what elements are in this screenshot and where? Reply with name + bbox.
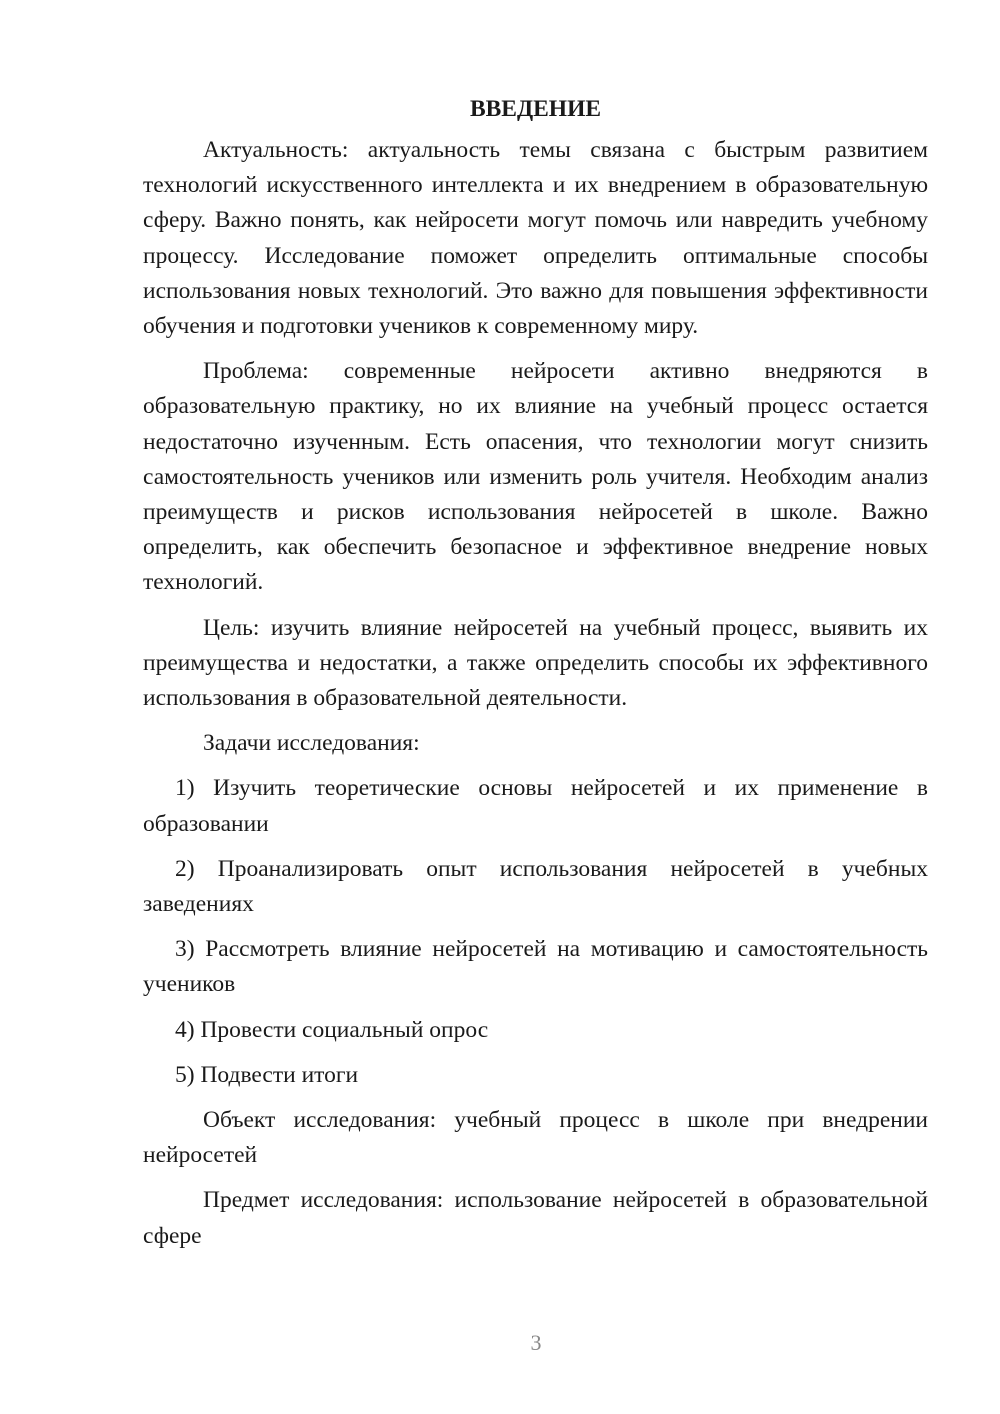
relevance-paragraph: Актуальность: актуальность темы связана с быстрым развитием технологий искусственного интеллекта и их внедрением в образовательную сферу. Важно понять, как нейросети могут помочь или навредить учебному процессу. Исследование поможет определить оптимальные способы использования новых технологий. Это важно для повышения эффективности обучения и подготовки учеников к современному миру. [143,137,928,340]
goal-paragraph: Цель: изучить влияние нейросетей на учебный процесс, выявить их преимущества и недостатки, а также определить способы их эффективного использования в образовательной деятельности. [143,614,928,712]
section-title: ВВЕДЕНИЕ [469,96,602,122]
task-item: 5) Подвести итоги [175,1061,359,1088]
task-item: 3) Рассмотреть влияние нейросетей на мотивацию и самостоятельность учеников [143,936,928,998]
page-content [143,92,928,1264]
task-item: 1) Изучить теоретические основы нейросетей и их применение в образовании [143,775,928,837]
object-paragraph: Объект исследования: учебный процесс в школе при внедрении нейросетей [143,1107,928,1169]
task-item: 4) Провести социальный опрос [175,1016,489,1043]
subject-paragraph: Предмет исследования: использование нейросетей в образовательной сфере [143,1187,928,1249]
problem-paragraph: Проблема: современные нейросети активно внедряются в образовательную практику, но их влияние на учебный процесс остается недостаточно изученным. Есть опасения, что технологии могут снизить самостоятельность учеников или изменить роль учителя. Необходим анализ преимуществ и рисков использования нейросетей в школе. Важно определить, как обеспечить безопасное и эффективное внедрение новых технологий. [143,358,928,596]
page-number: 3 [530,1330,542,1355]
task-item: 2) Проанализировать опыт использования нейросетей в учебных заведениях [143,855,928,918]
tasks-heading: Задачи исследования: [203,730,420,757]
